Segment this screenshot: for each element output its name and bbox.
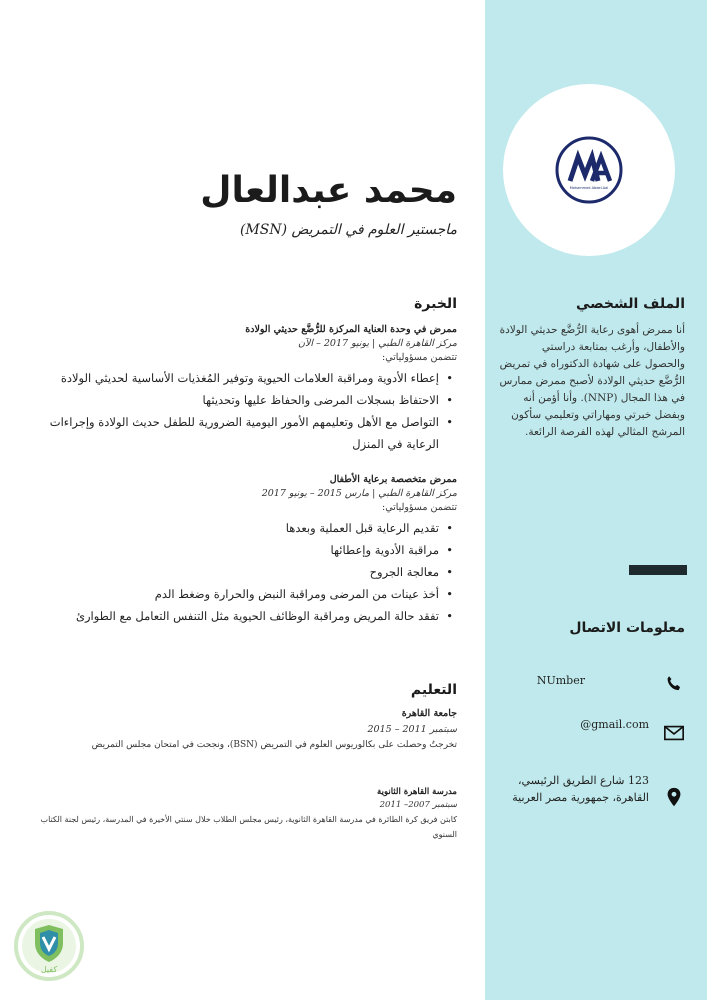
contact-address: [512, 772, 649, 806]
list-item: • الاحتفاظ بسجلات المرضى والحفاظ عليها وتحديثها: [27, 389, 439, 411]
address-line-2: القاهرة، جمهورية مصر العربية: [512, 791, 649, 804]
envelope-icon: [663, 722, 685, 744]
job-title: ممرض في وحدة العناية المركزة للرُّضَّع حديثي الولادة: [245, 324, 457, 335]
list-item: • إعطاء الأدوية ومراقبة العلامات الحيوية وتوفير المُغذيات الأساسية لحديثي الولادة: [27, 367, 439, 389]
list-item: • مراقبة الأدوية وإعطائها: [27, 539, 439, 561]
education-entry: [37, 786, 457, 842]
job-title: ممرض متخصصة برعاية الأطفال: [329, 474, 457, 485]
job-intro: تتضمن مسؤولياتي:: [382, 502, 457, 513]
edu-date: سبتمبر 2011 – 2015: [367, 724, 457, 735]
job-entry: [27, 322, 457, 455]
education-title: التعليم: [410, 682, 457, 698]
list-item: • تقديم الرعاية قبل العملية وبعدها: [27, 517, 439, 539]
profile-photo-circle: [503, 84, 675, 256]
list-item: • معالجة الجروح: [27, 561, 439, 583]
contact-email: gmail.com@: [580, 718, 649, 731]
edu-date: سبتمبر 2007– 2011: [379, 800, 457, 810]
list-item: • التواصل مع الأهل وتعليمهم الأمور اليومية الضرورية للطفل حديث الولادة وإجراءات الرعاية في المنزل: [27, 411, 439, 455]
job-intro: تتضمن مسؤولياتي:: [382, 352, 457, 363]
address-line-1: 123 شارع الطريق الرئيسي،: [517, 774, 649, 787]
education-entry: [37, 706, 457, 753]
personal-logo-icon: [554, 135, 624, 205]
sidebar: [485, 0, 707, 1000]
divider-bar: [629, 565, 687, 575]
profile-text: أنا ممرض أهوى رعاية الرُّضَّع حديثي الولادة والأطفال، وأرغب بمتابعة دراستي والحصول على شهادة الدكتوراه في تمريض الرُّضَّع حديثي الولادة لأصبح ممرض ممارس في هذا المجال (NNP). وأنا أؤمن أنه وبفضل خبرتي ومهاراتي وتعليمي سأكون المرشح المثالي لهذه الفرصة الرائعة.: [499, 324, 685, 438]
contact-title: معلومات الاتصال: [569, 620, 685, 636]
job-meta: مركز القاهرة الطبي | مارس 2015 – يونيو 2017: [261, 488, 457, 499]
list-item: • تفقد حالة المريض ومراقبة الوظائف الحيوية مثل التنفس التعامل مع الطوارئ: [27, 605, 439, 627]
watermark-text: كفيل: [40, 965, 58, 974]
edu-school: مدرسة القاهرة الثانوية: [377, 787, 457, 797]
job-meta: مركز القاهرة الطبي | يونيو 2017 – الآن: [298, 338, 457, 349]
logo-text: Mohammed Abdel-Aal: [569, 186, 609, 190]
profile-title: الملف الشخصي: [575, 296, 685, 312]
candidate-degree: ماجستير العلوم في التمريض (MSN): [239, 222, 457, 238]
list-item: • أخذ عينات من المرضى ومراقبة النبض والحرارة وضغط الدم: [27, 583, 439, 605]
edu-desc: تخرجتُ وحصلت على بكالوريوس العلوم في التمريض (BSN)، ونجحت في امتحان مجلس التمريض: [91, 740, 457, 750]
contact-phone: NUmber: [536, 674, 585, 687]
map-pin-icon: [663, 786, 685, 808]
candidate-name: محمد عبدالعال: [200, 170, 457, 211]
job-entry: [27, 472, 457, 627]
edu-desc: كابتن فريق كرة الطائرة في مدرسة القاهرة الثانوية، رئيس مجلس الطلاب خلال سنتي الأخيرة في المدرسة، رئيس لجنة الكتاب السنوي: [40, 815, 457, 839]
experience-title: الخبرة: [414, 296, 457, 312]
edu-school: جامعة القاهرة: [401, 708, 457, 719]
phone-icon: [663, 673, 685, 695]
job-duties: [27, 367, 457, 455]
shield-logo-icon: [14, 911, 84, 981]
job-duties: [27, 517, 457, 627]
